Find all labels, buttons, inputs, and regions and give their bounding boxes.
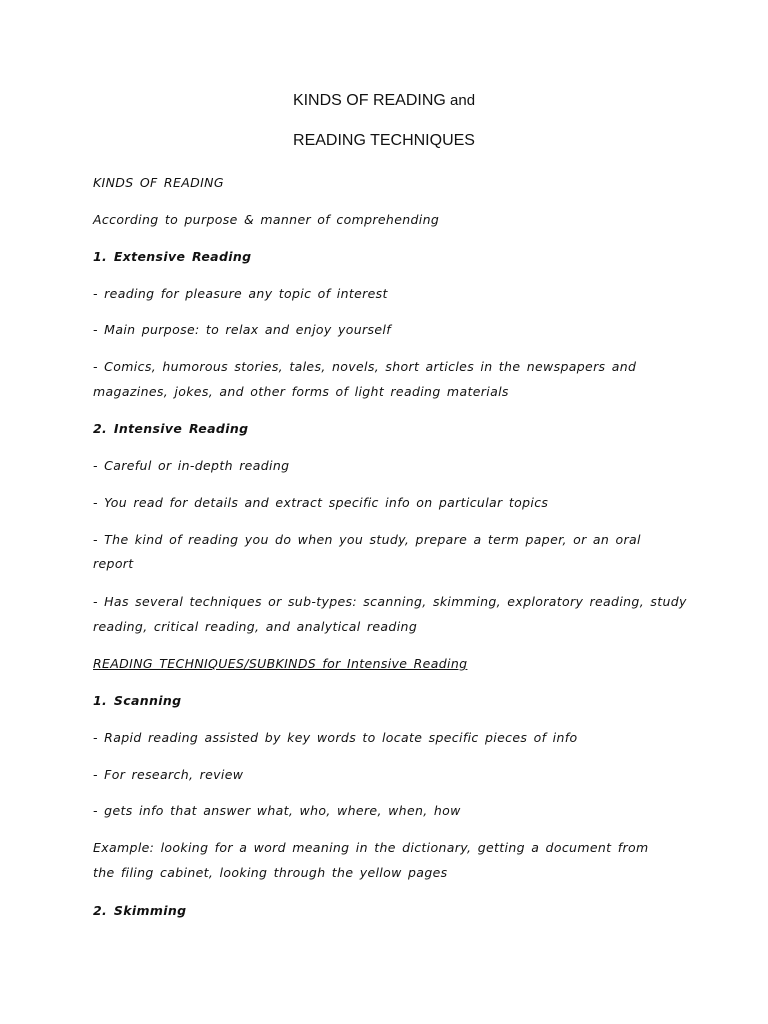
extensive-point-3-line-1: - Comics, humorous stories, tales, novels, short articles in the newspapers and	[93, 359, 637, 374]
document-title-line2: READING TECHNIQUES	[293, 132, 475, 149]
title-tail: and	[445, 92, 476, 109]
section-heading-kinds: KINDS OF READING	[93, 175, 224, 190]
intensive-reading-heading: 2. Intensive Reading	[93, 421, 249, 436]
intensive-point-1: - Careful or in-depth reading	[93, 458, 290, 473]
document-title-line1	[0, 92, 768, 110]
scanning-point-2: - For research, review	[93, 767, 244, 782]
extensive-point-1: - reading for pleasure any topic of interest	[93, 286, 388, 301]
intensive-point-4-line-2: reading, critical reading, and analytical reading	[93, 619, 418, 634]
scanning-example-line-2: the filing cabinet, looking through the yellow pages	[93, 865, 448, 880]
extensive-point-3-line-2: magazines, jokes, and other forms of light reading materials	[93, 384, 509, 399]
intensive-point-4-line-1: - Has several techniques or sub-types: scanning, skimming, exploratory reading, study	[93, 594, 687, 609]
title-main: KINDS OF READING	[292, 92, 446, 109]
intensive-point-2: - You read for details and extract specific info on particular topics	[93, 495, 549, 510]
intensive-point-3-line-2: report	[93, 556, 134, 571]
section-intro: According to purpose & manner of comprehending	[93, 212, 440, 227]
scanning-point-3: - gets info that answer what, who, where, when, how	[93, 803, 461, 818]
intensive-point-3-line-1: - The kind of reading you do when you study, prepare a term paper, or an oral	[93, 532, 641, 547]
extensive-point-2: - Main purpose: to relax and enjoy yourself	[93, 322, 391, 337]
section-heading-techniques: READING TECHNIQUES/SUBKINDS for Intensive Reading	[93, 656, 468, 671]
skimming-heading: 2. Skimming	[93, 903, 187, 918]
scanning-heading: 1. Scanning	[93, 693, 182, 708]
scanning-point-1: - Rapid reading assisted by key words to locate specific pieces of info	[93, 730, 578, 745]
extensive-reading-heading: 1. Extensive Reading	[93, 249, 252, 264]
scanning-example-line-1: Example: looking for a word meaning in the dictionary, getting a document from	[93, 840, 649, 855]
